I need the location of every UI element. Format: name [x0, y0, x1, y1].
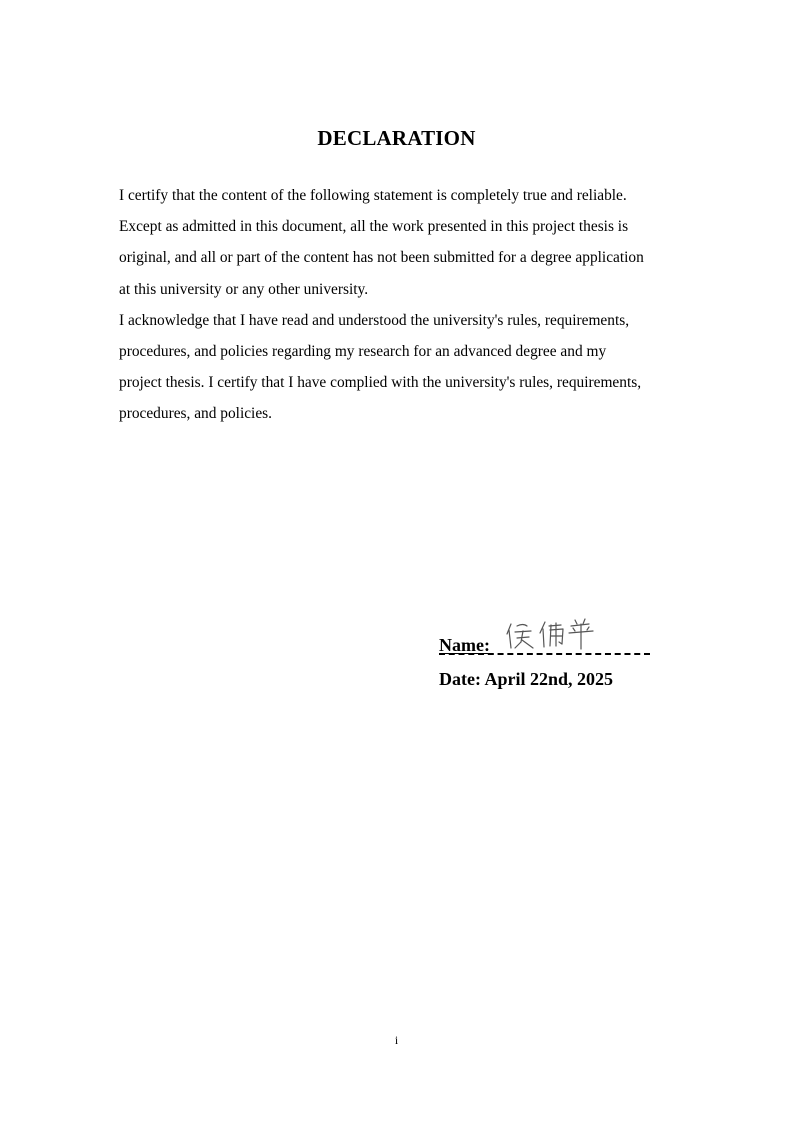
body-line: procedures, and policies.	[119, 405, 272, 423]
page-title: DECLARATION	[317, 126, 476, 150]
name-label: Name:	[439, 635, 490, 655]
body-line: at this university or any other university.	[119, 280, 369, 298]
name-row	[439, 618, 679, 658]
body-line: I certify that the content of the following statement is completely true and reliable.	[119, 187, 627, 204]
body-line: I acknowledge that I have read and understood the university's rules, requirements,	[119, 311, 630, 329]
body-line: procedures, and policies regarding my research for an advanced degree and my	[119, 343, 607, 361]
signature-block	[439, 618, 679, 689]
page-number: i	[394, 1033, 399, 1047]
handwritten-signature	[505, 618, 625, 652]
declaration-body	[119, 180, 719, 430]
date-line: Date: April 22nd, 2025	[439, 669, 614, 689]
body-line: Except as admitted in this document, all the work presented in this project thesis is	[119, 218, 629, 236]
body-line: original, and all or part of the content has not been submitted for a degree application	[119, 249, 644, 267]
signature-dashed-line	[439, 653, 650, 655]
body-line: project thesis. I certify that I have complied with the university's rules, requirements,	[119, 374, 642, 392]
